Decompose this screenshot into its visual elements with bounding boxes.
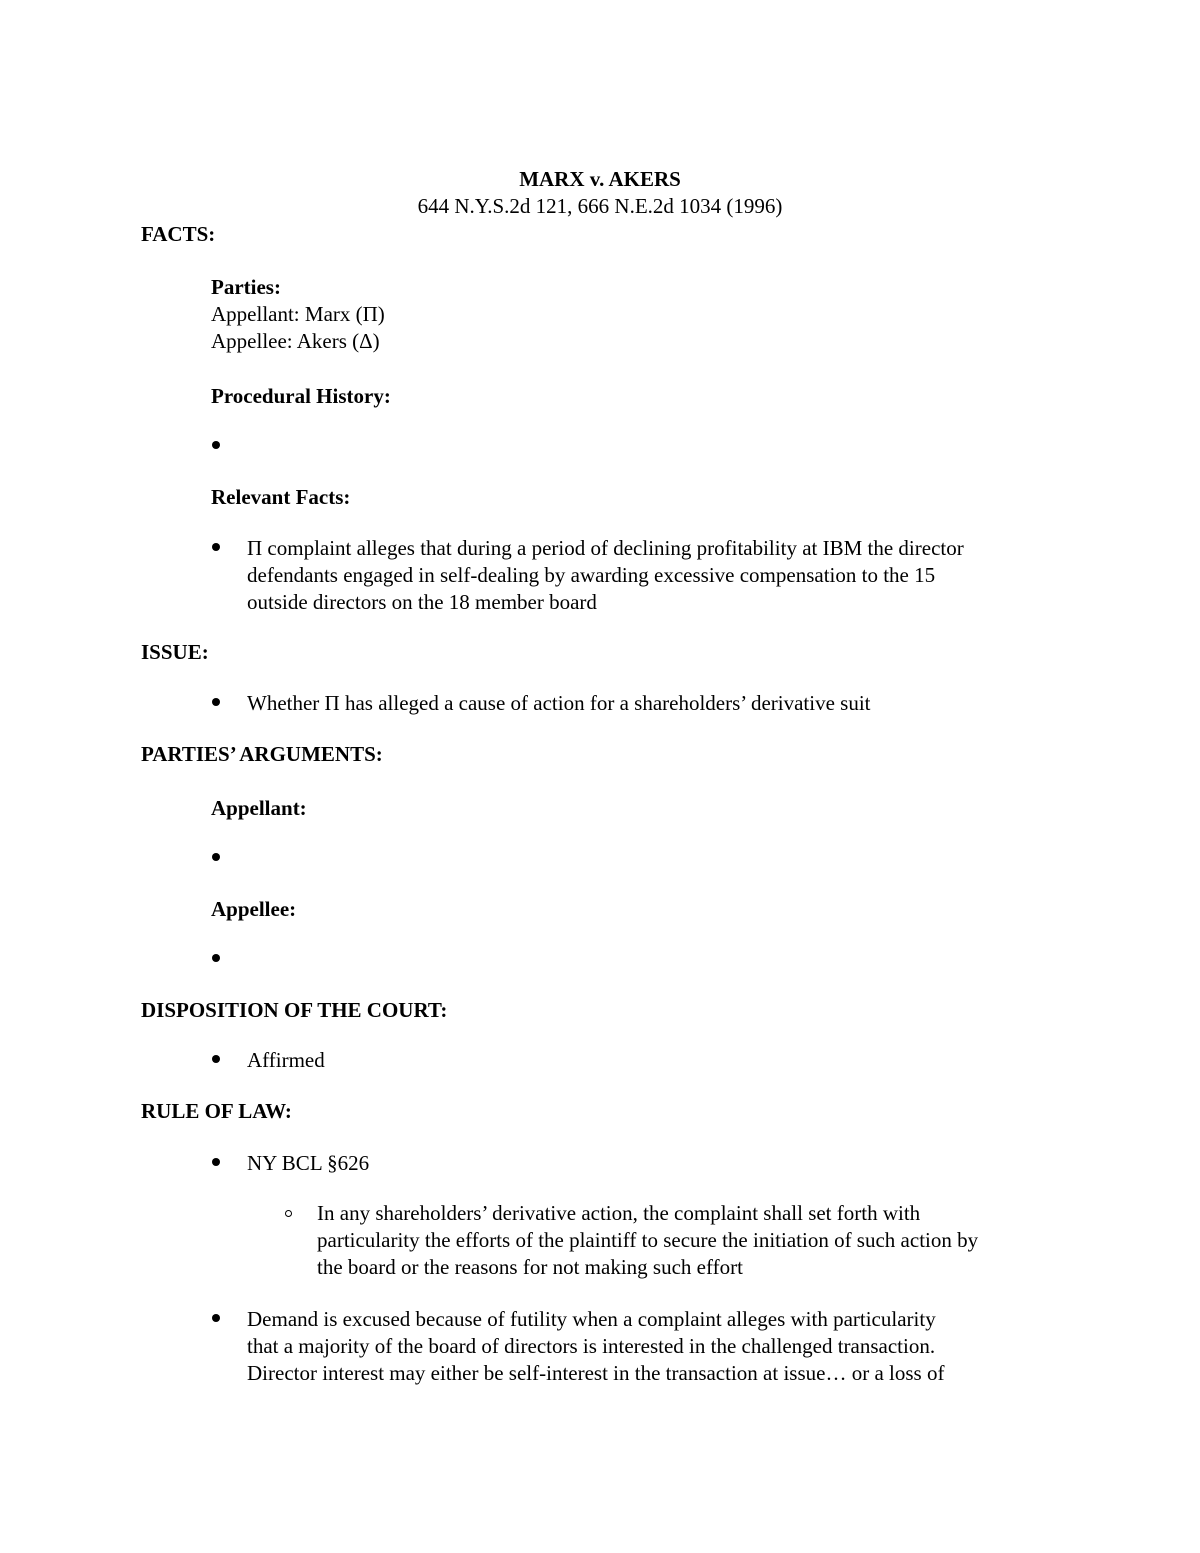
- statute-sub-line: particularity the efforts of the plaintiff to secure the initiation of such action by: [317, 1228, 979, 1252]
- sub-bullet-icon: [285, 1210, 292, 1217]
- arguments-heading: PARTIES’ ARGUMENTS:: [141, 742, 383, 766]
- rule-of-law-heading: RULE OF LAW:: [141, 1099, 292, 1123]
- relevant-facts-line: outside directors on the 18 member board: [247, 590, 597, 614]
- issue-text: Whether Π has alleged a cause of action for a shareholders’ derivative suit: [247, 691, 871, 715]
- facts-heading: FACTS:: [141, 222, 216, 246]
- relevant-facts-heading: Relevant Facts:: [211, 485, 351, 509]
- demand-line: Director interest may either be self-interest in the transaction at issue… or a loss of: [247, 1361, 945, 1385]
- statute-sub-paragraph: [317, 1200, 978, 1281]
- relevant-facts-line: defendants engaged in self-dealing by awarding excessive compensation to the 15: [247, 563, 936, 587]
- statute-sub-line: In any shareholders’ derivative action, the complaint shall set forth with: [317, 1201, 921, 1225]
- disposition-heading: DISPOSITION OF THE COURT:: [141, 998, 448, 1022]
- relevant-facts-paragraph: [247, 535, 964, 616]
- procedural-history-heading: Procedural History:: [211, 384, 391, 408]
- bullet-icon: [212, 1055, 220, 1063]
- demand-paragraph: [247, 1306, 944, 1387]
- statute-text: NY BCL §626: [247, 1151, 370, 1175]
- bullet-icon: [212, 954, 220, 962]
- parties-heading: Parties:: [211, 275, 281, 299]
- appellant-line: Appellant: Marx (Π): [211, 302, 385, 326]
- appellant-arguments-heading: Appellant:: [211, 796, 307, 820]
- bullet-icon: [212, 441, 220, 449]
- bullet-icon: [212, 1158, 220, 1166]
- relevant-facts-line: Π complaint alleges that during a period of declining profitability at IBM the director: [247, 536, 964, 560]
- bullet-icon: [212, 543, 220, 551]
- appellee-arguments-heading: Appellee:: [211, 897, 297, 921]
- demand-line: Demand is excused because of futility when a complaint alleges with particularity: [247, 1307, 936, 1331]
- demand-line: that a majority of the board of directors is interested in the challenged transaction.: [247, 1334, 936, 1358]
- disposition-text: Affirmed: [247, 1048, 325, 1072]
- case-title: MARX v. AKERS: [519, 167, 681, 191]
- statute-sub-line: the board or the reasons for not making such effort: [317, 1255, 743, 1279]
- bullet-icon: [212, 698, 220, 706]
- appellee-line: Appellee: Akers (Δ): [211, 329, 380, 353]
- issue-heading: ISSUE:: [141, 640, 209, 664]
- case-citation: 644 N.Y.S.2d 121, 666 N.E.2d 1034 (1996): [417, 194, 783, 218]
- bullet-icon: [212, 853, 220, 861]
- bullet-icon: [212, 1314, 220, 1322]
